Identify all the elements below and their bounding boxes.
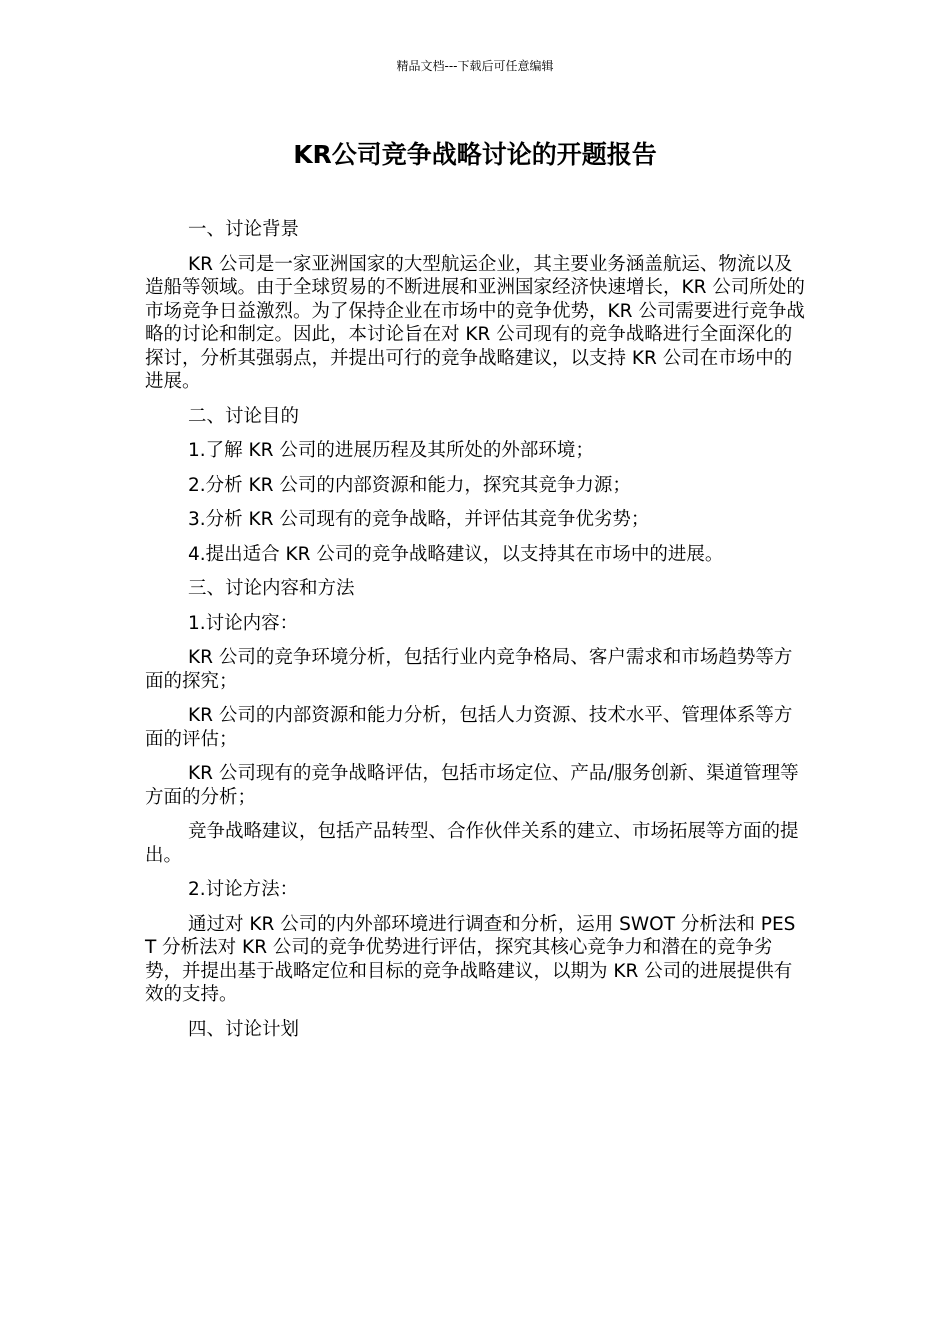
objective-item-1: 1.了解 KR 公司的进展历程及其所处的外部环境； xyxy=(188,440,594,461)
objective-item-3: 3.分析 KR 公司现有的竞争战略，并评估其竞争优劣势； xyxy=(188,509,650,530)
objective-item-2: 2.分析 KR 公司的内部资源和能力，探究其竞争力源； xyxy=(188,474,631,496)
paragraph-methods: 通过对 KR 公司的内外部环境进行调查和分析，运用 SWOT 分析法和 PEST 分析法对 KR 公司的竞争优势进行评估，探究其核心竞争力和潜在的竞争劣势，并提出基于战略定位和目标的竞争战略建议，以期为 KR 公司的进展提供有效的支持。 xyxy=(145,913,796,1005)
subheading-content: 1.讨论内容： xyxy=(188,612,299,634)
section-heading-plan: 四、讨论计划 xyxy=(188,1018,300,1040)
content-item-resources: KR 公司的内部资源和能力分析，包括人力资源、技术水平、管理体系等方面的评估； xyxy=(145,705,793,750)
document-title: KR公司竞争战略讨论的开题报告 xyxy=(293,140,657,169)
header-note: 精品文档---下载后可任意编辑 xyxy=(396,59,554,73)
objective-item-4: 4.提出适合 KR 公司的竞争战略建议，以支持其在市场中的进展。 xyxy=(188,543,724,565)
document-body xyxy=(145,218,805,1052)
subheading-methods: 2.讨论方法： xyxy=(188,879,299,900)
paragraph-background: KR 公司是一家亚洲国家的大型航运企业，其主要业务涵盖航运、物流以及造船等领域。由于全球贸易的不断进展和亚洲国家经济快速增长，KR 公司所处的市场竞争日益激烈。为了保持企业在市场中的竞争优势，KR 公司需要进行竞争战略的讨论和制定。因此，本讨论旨在对 KR 公司现有的竞争战略进行全面深化的探讨，分析其强弱点，并提出可行的竞争战略建议，以支持 KR 公司在市场中的进展。 xyxy=(145,253,805,392)
content-item-environment: KR 公司的竞争环境分析，包括行业内竞争格局、客户需求和市场趋势等方面的探究； xyxy=(145,647,793,692)
content-item-strategy-proposal: 竞争战略建议，包括产品转型、合作伙伴关系的建立、市场拓展等方面的提出。 xyxy=(145,821,799,866)
section-heading-content-methods: 三、讨论内容和方法 xyxy=(188,578,355,599)
section-heading-background: 一、讨论背景 xyxy=(188,219,300,240)
content-item-strategy-evaluation: KR 公司现有的竞争战略评估，包括市场定位、产品/服务创新、渠道管理等方面的分析； xyxy=(145,763,799,808)
section-heading-objectives: 二、讨论目的 xyxy=(188,405,300,427)
